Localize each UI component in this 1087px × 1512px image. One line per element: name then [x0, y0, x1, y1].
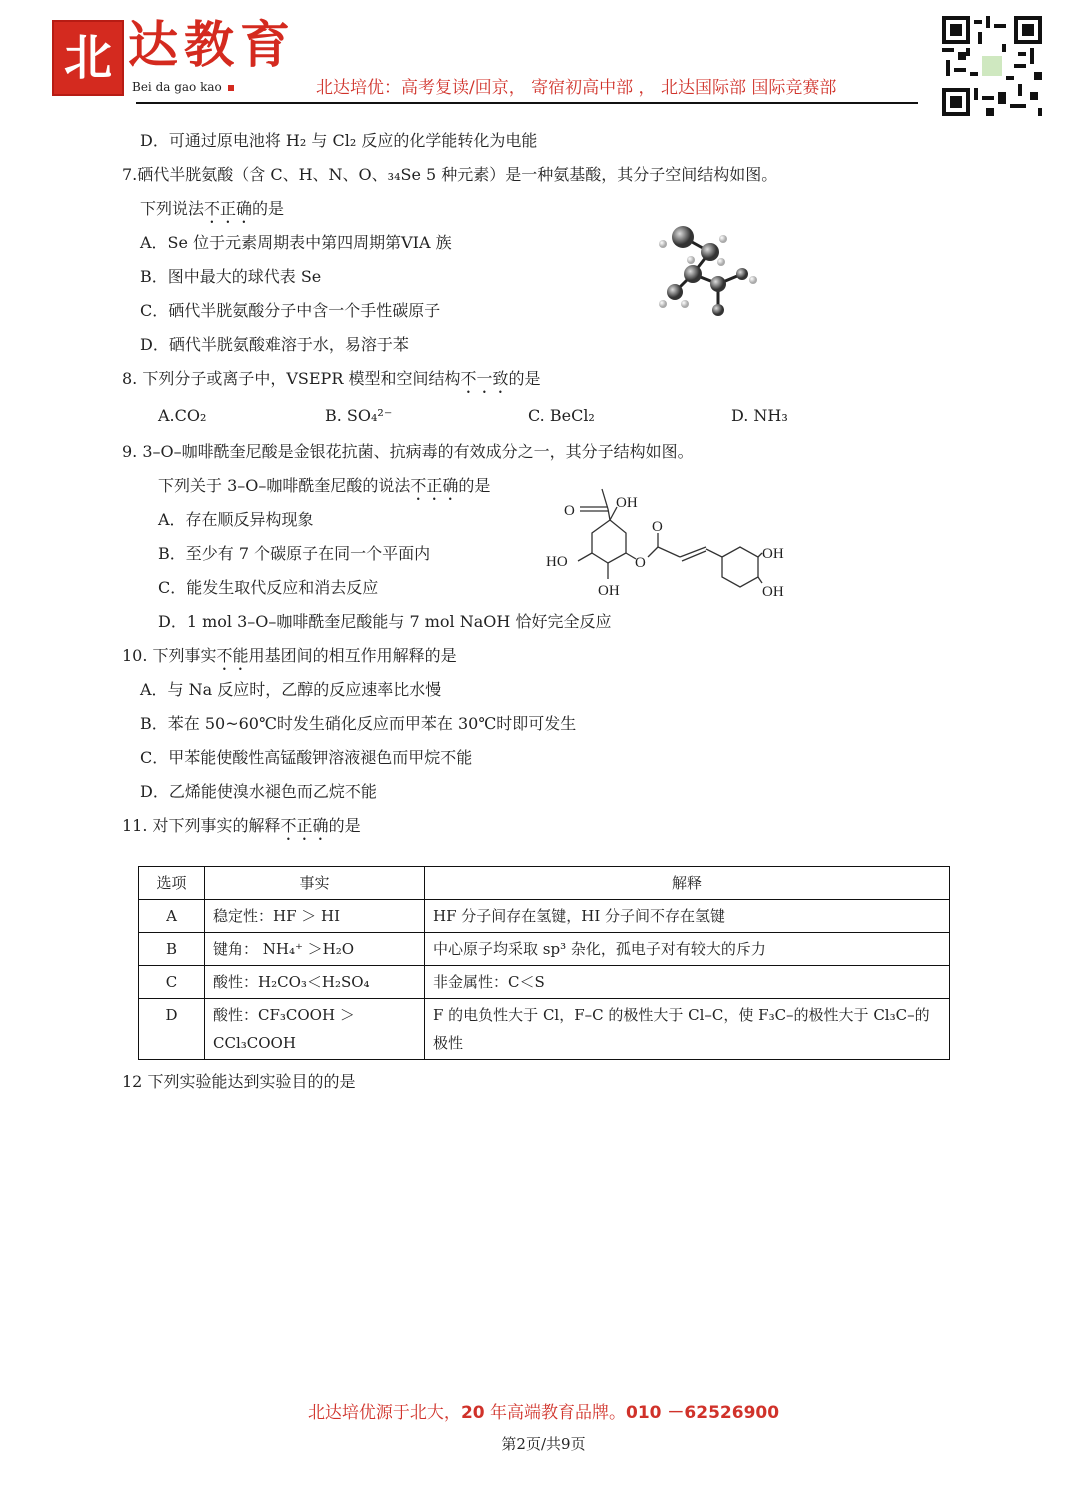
- table-cell: 非金属性：C＜S: [425, 966, 950, 999]
- emphasis-text: 不正确: [204, 199, 253, 218]
- q8-stem: [122, 369, 540, 397]
- q10-option-a: A．与 Na 反应时，乙醇的反应速率比水慢: [140, 680, 442, 699]
- table-header: 选项: [139, 867, 205, 900]
- q9-option-c: C．能发生取代反应和消去反应: [158, 578, 379, 597]
- q7-option-b: B．图中最大的球代表 Se: [140, 267, 322, 286]
- footer-text: 北达培优源于北大，: [307, 1403, 461, 1423]
- stem-text: 10. 下列事实: [122, 646, 217, 665]
- table-cell: D: [139, 999, 205, 1060]
- q8-option-c: C. BeCl₂: [528, 406, 595, 425]
- table-row: [139, 933, 950, 966]
- footer-phone: 010 －62526900: [626, 1403, 780, 1423]
- chlorogenic-acid-structure-image: [540, 485, 790, 605]
- table-cell: 键角： NH₄⁺ ＞H₂O: [205, 933, 425, 966]
- atom-label: OH: [598, 583, 620, 599]
- q7-option-c: C．硒代半胱氨酸分子中含一个手性碳原子: [140, 301, 441, 320]
- q12-stem: 12 下列实验能达到实验目的的是: [122, 1072, 356, 1091]
- prompt-text: 下列关于 3–O–咖啡酰奎尼酸的说法: [158, 476, 411, 495]
- prompt-text: 下列说法: [140, 199, 205, 218]
- stem-text: 11. 对下列事实的解释: [122, 816, 281, 835]
- table-row: [139, 966, 950, 999]
- stem-text: 8. 下列分子或离子中，VSEPR 模型和空间结构: [122, 369, 461, 388]
- qr-code-icon: [942, 16, 1042, 116]
- atom-label: OH: [616, 495, 638, 511]
- atom-label: O: [652, 519, 663, 535]
- q9-stem: 9. 3–O–咖啡酰奎尼酸是金银花抗菌、抗病毒的有效成分之一，其分子结构如图。: [122, 442, 694, 461]
- q9-option-d: D．1 mol 3–O–咖啡酰奎尼酸能与 7 mol NaOH 恰好完全反应: [158, 612, 612, 631]
- prompt-text: 的是: [252, 199, 285, 218]
- atom-label: OH: [762, 546, 784, 562]
- q10-option-b: B．苯在 50~60℃时发生硝化反应而甲苯在 30℃时即可发生: [140, 714, 577, 733]
- footer-ad: [0, 1402, 1087, 1424]
- q8-option-d: D. NH₃: [731, 406, 788, 425]
- atom-label: OH: [762, 584, 784, 600]
- q7-prompt: [140, 199, 284, 227]
- emphasis-text: 不能: [216, 646, 249, 665]
- stem-text: 用基团间的相互作用解释的是: [248, 646, 457, 665]
- stem-text: 的是: [508, 369, 541, 388]
- table-header-row: [139, 867, 950, 900]
- atom-label: O: [564, 503, 575, 519]
- q8-option-b: B. SO₄²⁻: [325, 406, 393, 425]
- footer-text: 年高端教育品牌。: [484, 1403, 627, 1423]
- emphasis-text: 不正确: [410, 476, 459, 495]
- q10-stem: [122, 646, 457, 674]
- q8-option-a: A.CO₂: [158, 406, 207, 425]
- square-icon: [228, 85, 234, 91]
- table-cell: F 的电负性大于 Cl，F–C 的极性大于 Cl–C，使 F₃C–的极性大于 Cl₃C–的极性: [425, 999, 950, 1060]
- table-cell: B: [139, 933, 205, 966]
- logo-char: 北: [63, 30, 112, 86]
- q6-option-d: D．可通过原电池将 H₂ 与 Cl₂ 反应的化学能转化为电能: [140, 131, 538, 150]
- molecule-ball-model-image: [655, 222, 765, 317]
- q11-table: [138, 866, 950, 1060]
- prompt-text: 的是: [458, 476, 491, 495]
- logo-mark: [52, 20, 124, 96]
- q7-option-a: A．Se 位于元素周期表中第四周期第VIA 族: [140, 233, 452, 252]
- table-cell: A: [139, 900, 205, 933]
- table-cell: C: [139, 966, 205, 999]
- table-header: 事实: [205, 867, 425, 900]
- emphasis-text: 不一致: [460, 369, 509, 388]
- table-cell: 酸性：H₂CO₃＜H₂SO₄: [205, 966, 425, 999]
- q10-option-c: C．甲苯能使酸性高锰酸钾溶液褪色而甲烷不能: [140, 748, 473, 767]
- footer-text: 20: [460, 1403, 485, 1423]
- table-cell: 酸性：CF₃COOH ＞ CCl₃COOH: [205, 999, 425, 1060]
- q7-option-d: D．硒代半胱氨酸难溶于水，易溶于苯: [140, 335, 409, 354]
- page-number: 第2页/共9页: [501, 1435, 586, 1453]
- emphasis-text: 不正确: [280, 816, 329, 835]
- q9-prompt: [158, 476, 490, 504]
- q9-option-b: B．至少有 7 个碳原子在同一个平面内: [158, 544, 431, 563]
- q7-stem: 7.硒代半胱氨酸（含 C、H、N、O、₃₄Se 5 种元素）是一种氨基酸，其分子空间结构如图。: [122, 165, 778, 184]
- q11-stem: [122, 816, 361, 844]
- table-row: [139, 900, 950, 933]
- header-slogan: 北达培优：高考复读/回京， 寄宿初高中部 ， 北达国际部 国际竞赛部: [316, 78, 837, 98]
- q9-option-a: A．存在顺反异构现象: [158, 510, 314, 529]
- logo-text: 达教育: [128, 15, 296, 74]
- atom-label: HO: [546, 554, 568, 570]
- q10-option-d: D．乙烯能使溴水褪色而乙烷不能: [140, 782, 377, 801]
- logo-sub-text: Bei da gao kao: [132, 80, 222, 94]
- table-cell: 中心原子均采取 sp³ 杂化，孤电子对有较大的斥力: [425, 933, 950, 966]
- table-header: 解释: [425, 867, 950, 900]
- header-divider: [136, 102, 918, 104]
- atom-label: O: [635, 555, 646, 571]
- table-row: [139, 999, 950, 1060]
- table-cell: 稳定性：HF ＞ HI: [205, 900, 425, 933]
- stem-text: 的是: [328, 816, 361, 835]
- table-cell: HF 分子间存在氢键，HI 分子间不存在氢键: [425, 900, 950, 933]
- logo-subtitle: [132, 80, 234, 94]
